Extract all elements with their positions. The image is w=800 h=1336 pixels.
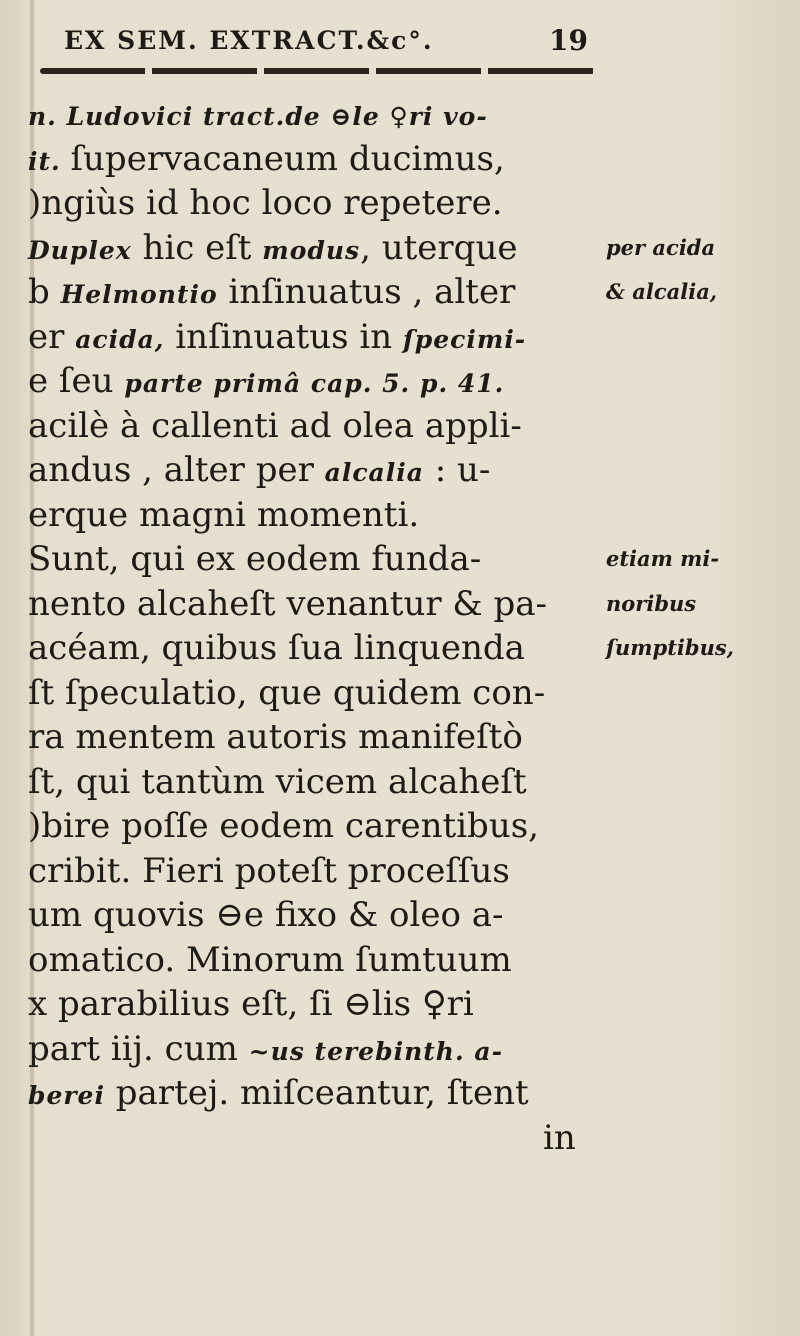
text-line — [28, 715, 608, 760]
line-segment: n. Ludovici tract.de ⊖le ♀ri vo- — [28, 102, 488, 131]
margin-spacer — [606, 137, 796, 182]
line-segment: berei — [28, 1081, 105, 1110]
page-header — [64, 20, 624, 64]
line-segment: b — [28, 272, 61, 312]
text-line — [28, 137, 608, 182]
text-line — [28, 804, 608, 849]
margin-spacer — [606, 315, 796, 360]
text-line — [28, 1071, 608, 1116]
margin-note: per acida — [606, 234, 716, 260]
line-segment: er — [28, 316, 76, 357]
margin-spacer — [606, 359, 796, 404]
text-line — [28, 760, 608, 805]
page-number: 19 — [549, 24, 588, 57]
margin-note: ſumptibus, — [606, 635, 734, 660]
text-line — [28, 849, 608, 894]
text-line — [28, 92, 608, 137]
text-line — [28, 181, 608, 226]
line-segment: : u- — [423, 450, 491, 490]
line-segment: it. — [28, 146, 71, 176]
line-segment: ſupervacaneum ducimus, — [70, 138, 505, 179]
line-segment: um quovis ⊖e fixo & oleo a- — [28, 895, 504, 935]
text-line — [28, 582, 608, 627]
line-segment: x parabilius eſt, ſi ⊖lis ♀ri — [28, 984, 474, 1024]
line-segment: ſpecimi- — [403, 324, 527, 354]
margin-spacer — [606, 448, 796, 493]
text-line — [28, 315, 608, 360]
line-segment: erque magni momenti. — [28, 494, 420, 535]
margin-note: etiam mi- — [606, 546, 720, 571]
margin-spacer — [606, 92, 796, 137]
line-segment: , uterque — [360, 227, 518, 268]
line-segment: ſt ſpeculatio, que quidem con- — [28, 672, 546, 713]
catchword: in — [543, 1117, 576, 1158]
line-segment: Helmontio — [60, 280, 218, 309]
text-line — [28, 493, 608, 538]
margin-spacer — [606, 404, 796, 449]
text-line — [28, 1116, 608, 1161]
text-line — [28, 270, 608, 315]
body-text — [28, 92, 608, 1160]
text-line — [28, 448, 608, 493]
line-segment: cribit. Fieri poteſt proceſſus — [28, 850, 510, 891]
text-line — [28, 938, 608, 983]
margin-spacer — [606, 181, 796, 226]
text-line — [28, 1027, 608, 1072]
line-segment: )bire poſſe eodem carentibus, — [28, 806, 539, 846]
line-segment: hic eſt — [131, 227, 263, 268]
line-segment: inſinuatus in — [164, 316, 403, 357]
margin-note: noribus — [606, 590, 697, 616]
line-segment: andus , alter per — [28, 450, 325, 490]
text-line — [28, 893, 608, 938]
marginal-notes — [606, 92, 796, 671]
line-segment: part iij. cum — [28, 1028, 249, 1069]
text-line — [28, 226, 608, 271]
line-segment: acéam, quibus ſua linquenda — [28, 628, 525, 668]
line-segment: nento alcaheſt venantur & pa- — [28, 583, 547, 624]
line-segment: e ſeu — [28, 361, 125, 401]
line-segment: ſt, qui tantùm vicem alcaheſt — [28, 761, 527, 802]
text-line — [28, 626, 608, 671]
line-segment: acida, — [75, 324, 165, 354]
running-head: EX SEM. EXTRACT.&c°. — [64, 26, 434, 55]
line-segment: partej. miſceantur, ſtent — [104, 1073, 529, 1113]
margin-spacer — [606, 493, 796, 538]
line-segment: acilè à callenti ad olea appli- — [28, 405, 522, 446]
line-segment: )ngiùs id hoc loco repetere. — [28, 183, 503, 223]
line-segment: Sunt, qui ex eodem funda- — [28, 539, 482, 579]
line-segment: modus — [262, 235, 361, 265]
line-segment: inſinuatus , alter — [217, 272, 516, 312]
text-line — [28, 404, 608, 449]
margin-note: & alcalia, — [606, 279, 718, 304]
line-segment: omatico. Minorum ſumtuum — [28, 939, 512, 980]
line-segment: alcalia — [324, 458, 424, 487]
text-line — [28, 671, 608, 716]
text-line — [28, 359, 608, 404]
header-rule — [40, 68, 595, 74]
line-segment: ra mentem autoris manifeſtò — [28, 717, 523, 757]
line-segment: ~us terebinth. a- — [248, 1036, 503, 1066]
line-segment: parte primâ cap. 5. p. 41. — [124, 369, 505, 398]
line-segment: Duplex — [28, 235, 132, 265]
text-line — [28, 982, 608, 1027]
text-line — [28, 537, 608, 582]
